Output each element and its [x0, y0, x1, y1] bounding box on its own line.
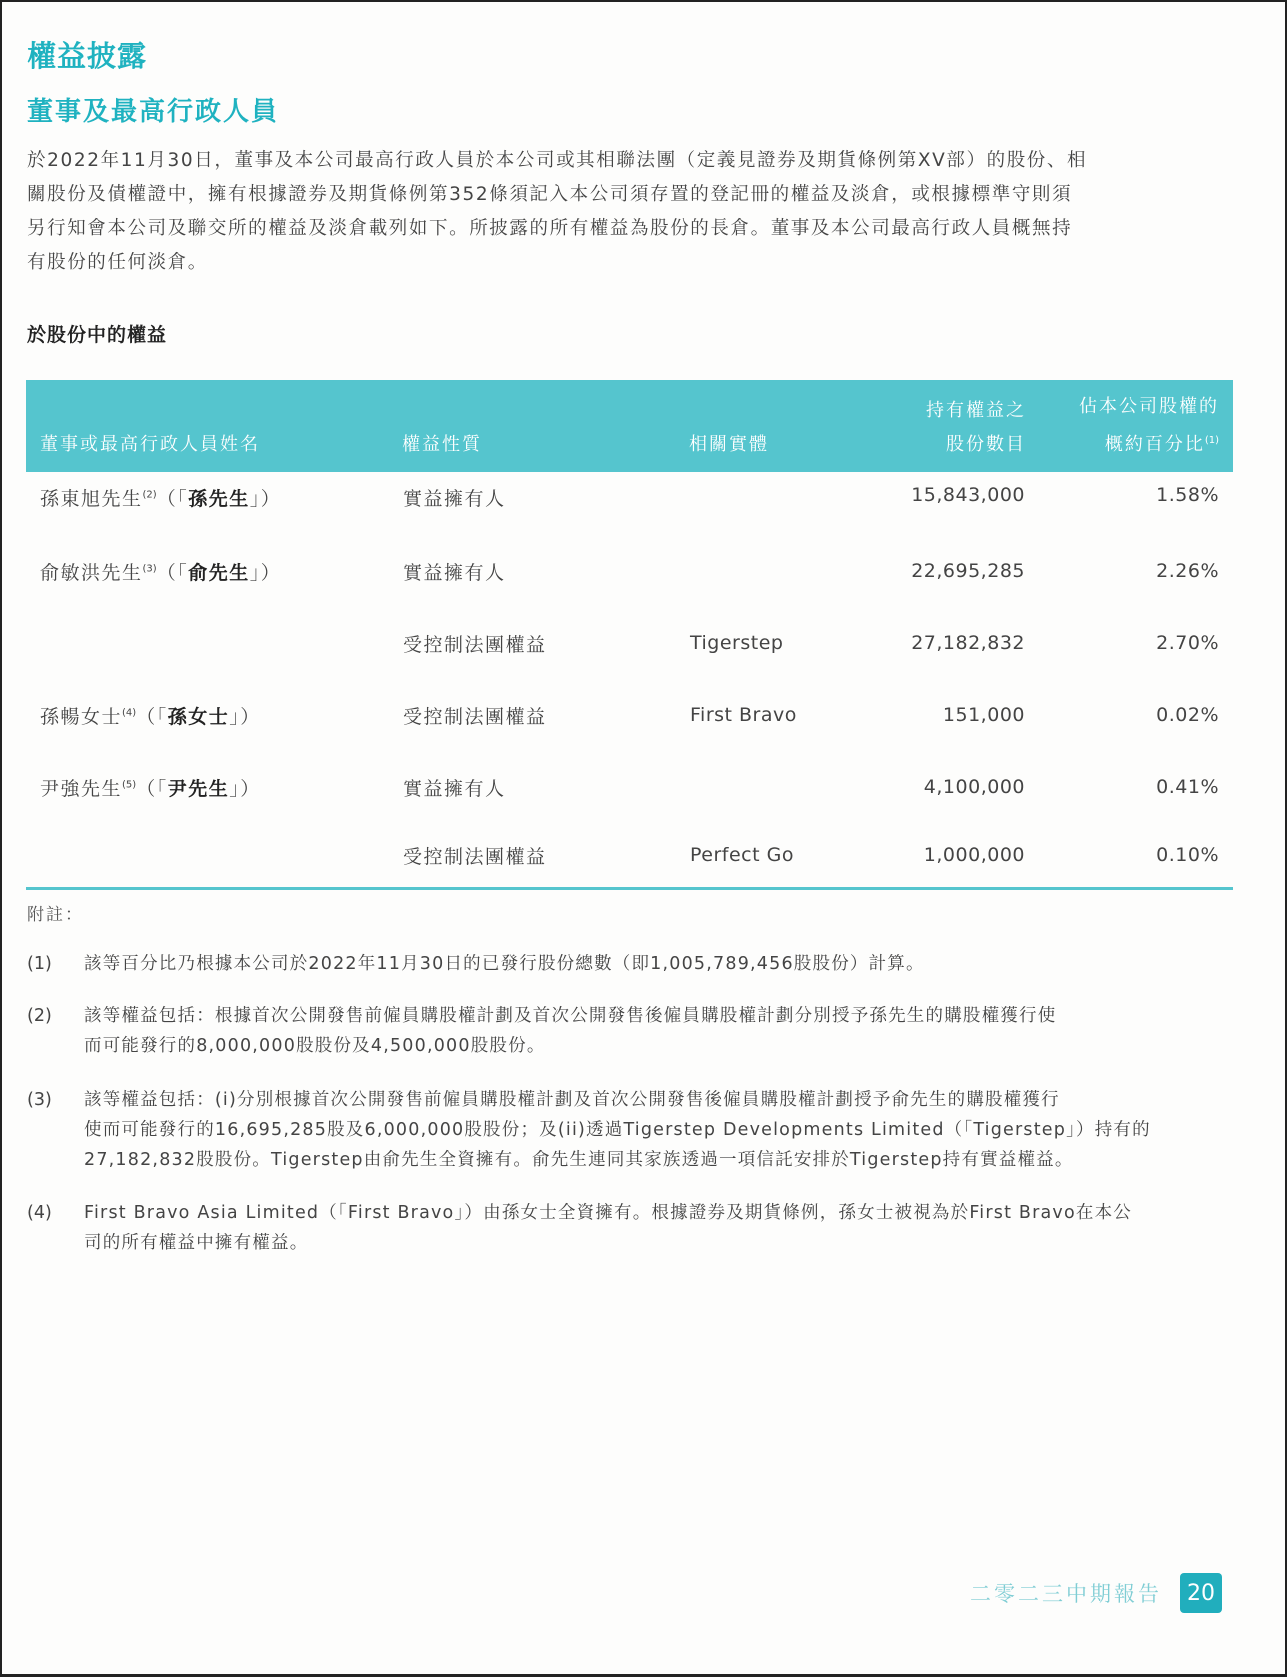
cell-entity: Perfect Go [689, 823, 849, 889]
bracket: （「 [136, 705, 168, 728]
cell-nature: 實益擁有人 [403, 561, 506, 584]
cell-nature: 實益擁有人 [403, 777, 506, 800]
bracket: （「 [136, 777, 168, 800]
table-header-row [26, 380, 1233, 472]
footnote-number: (4) [27, 1203, 52, 1223]
col-header-pct-label: 概約百分比 [1104, 434, 1205, 455]
cell-entity: First Bravo [690, 704, 797, 726]
cell-entity [689, 751, 849, 823]
page-number-badge: 20 [1180, 1573, 1222, 1613]
footnote-line: 27,182,832股股份。Tigerstep由俞先生全資擁有。俞先生連同其家族透過一項信託安排於Tigerstep持有實益權益。 [84, 1150, 1074, 1170]
intro-line: 另行知會本公司及聯交所的權益及淡倉載列如下。所披露的所有權益為股份的長倉。董事及本公司最高行政人員概無持 [27, 218, 1073, 239]
section-heading: 董事及最高行政人員 [27, 97, 280, 127]
intro-paragraph [27, 144, 1237, 280]
table-row [26, 472, 1233, 535]
col-header-pct-line2 [1026, 424, 1219, 462]
cell-shares: 15,843,000 [911, 484, 1025, 506]
cell-nature: 受控制法團權益 [402, 823, 689, 889]
cell-percentage: 0.10% [1026, 823, 1233, 889]
intro-line: 於2022年11月30日，董事及本公司最高行政人員於本公司或其相聯法團（定義見證券及期貨條例第XV部）的股份、相 [27, 150, 1088, 171]
cell-nature: 受控制法團權益 [403, 705, 547, 728]
footnote-number: (2) [27, 1006, 52, 1026]
col-header-shares-line1: 持有權益之 [926, 400, 1026, 421]
cell-shares: 1,000,000 [849, 823, 1026, 889]
notes-heading: 附註： [27, 905, 84, 925]
bracket: （「 [156, 561, 189, 584]
cell-entity [689, 535, 849, 607]
cell-percentage: 1.58% [1156, 484, 1219, 506]
table-row [26, 535, 1233, 607]
footnote-line: 該等百分比乃根據本公司於2022年11月30日的已發行股份總數（即1,005,789,456股股份）計算。 [84, 954, 925, 974]
cell-shares: 4,100,000 [923, 776, 1025, 798]
col-header-shares [849, 380, 1026, 472]
bracket: （「 [156, 488, 189, 510]
cell-nature: 受控制法團權益 [403, 633, 547, 656]
footnote-line: 司的所有權益中擁有權益。 [84, 1233, 309, 1253]
director-alias: 俞先生 [188, 561, 250, 584]
footnote-ref: (3) [142, 563, 157, 575]
director-name: 孫東旭先生 [40, 488, 143, 510]
bracket: 」） [249, 488, 282, 510]
cell-percentage: 2.70% [1156, 632, 1219, 654]
page-title: 權益披露 [27, 39, 148, 73]
cell-shares: 22,695,285 [911, 560, 1025, 582]
bracket: 」） [229, 705, 261, 728]
cell-nature: 實益擁有人 [403, 488, 506, 510]
cell-shares: 151,000 [942, 704, 1025, 726]
cell-entity [689, 472, 849, 535]
intro-line: 有股份的任何淡倉。 [27, 252, 208, 273]
director-name: 俞敏洪先生 [40, 561, 143, 584]
bracket: 」） [229, 777, 261, 800]
footnote-line: 使而可能發行的16,695,285股及6,000,000股股份；及(ii)透過Tigerstep Developments Limited（「Tigerstep」）持有的 [84, 1120, 1151, 1140]
director-alias: 孫女士 [167, 705, 230, 728]
intro-line: 關股份及債權證中，擁有根據證券及期貨條例第352條須記入本公司須存置的登記冊的權益及淡倉，或根據標準守則須 [27, 184, 1073, 205]
footnote-text [84, 949, 1234, 979]
footnote-text [84, 1198, 1234, 1258]
cell-name [26, 679, 402, 751]
col-header-percentage [1026, 380, 1233, 472]
cell-name [26, 535, 402, 607]
footnote-ref: (4) [122, 707, 137, 719]
director-alias: 尹先生 [167, 777, 230, 800]
page-footer [970, 1571, 1222, 1615]
col-header-pct-line1: 佔本公司股權的 [1079, 396, 1219, 417]
col-header-name: 董事或最高行政人員姓名 [40, 434, 260, 455]
footnote-number: (1) [27, 954, 52, 974]
cell-shares: 27,182,832 [911, 632, 1025, 654]
footnote-line: 該等權益包括：根據首次公開發售前僱員購股權計劃及首次公開發售後僱員購股權計劃分別授予孫先生的購股權獲行使 [84, 1006, 1057, 1026]
bracket: 」） [249, 561, 282, 584]
table-row [26, 679, 1233, 751]
table-row [26, 607, 1233, 679]
footnote-line: 該等權益包括：(i)分別根據首次公開發售前僱員購股權計劃及首次公開發售後僱員購股權計劃授予俞先生的購股權獲行 [84, 1090, 1060, 1110]
cell-percentage: 0.02% [1156, 704, 1219, 726]
interests-table [26, 380, 1233, 890]
footnote-ref: (1) [1204, 435, 1219, 446]
cell-percentage: 0.41% [1156, 776, 1219, 798]
col-header-shares-line2: 股份數目 [946, 434, 1026, 455]
footnote-ref: (5) [122, 779, 137, 791]
footnote-number: (3) [27, 1090, 52, 1110]
cell-name [26, 472, 402, 535]
subsection-title: 於股份中的權益 [27, 324, 168, 346]
footnote-text [84, 1085, 1234, 1175]
report-title: 二零二三中期報告 [970, 1582, 1162, 1606]
cell-name [26, 751, 402, 823]
cell-entity: Tigerstep [690, 632, 784, 654]
col-header-nature: 權益性質 [402, 434, 482, 455]
footnote-line: 而可能發行的8,000,000股股份及4,500,000股股份。 [84, 1036, 546, 1056]
footnote-ref: (2) [142, 489, 157, 501]
cell-name [26, 607, 402, 679]
table-row [26, 823, 1233, 889]
cell-name [26, 823, 402, 889]
table-row [26, 751, 1233, 823]
footnote-line: First Bravo Asia Limited（「First Bravo」）由孫女士全資擁有。根據證券及期貨條例，孫女士被視為於First Bravo在本公 [84, 1203, 1132, 1223]
footnote-text [84, 1001, 1234, 1061]
director-name: 尹強先生 [40, 777, 123, 800]
cell-percentage: 2.26% [1156, 560, 1219, 582]
director-name: 孫暢女士 [40, 705, 123, 728]
director-alias: 孫先生 [188, 488, 250, 510]
col-header-entity: 相關實體 [689, 434, 769, 455]
